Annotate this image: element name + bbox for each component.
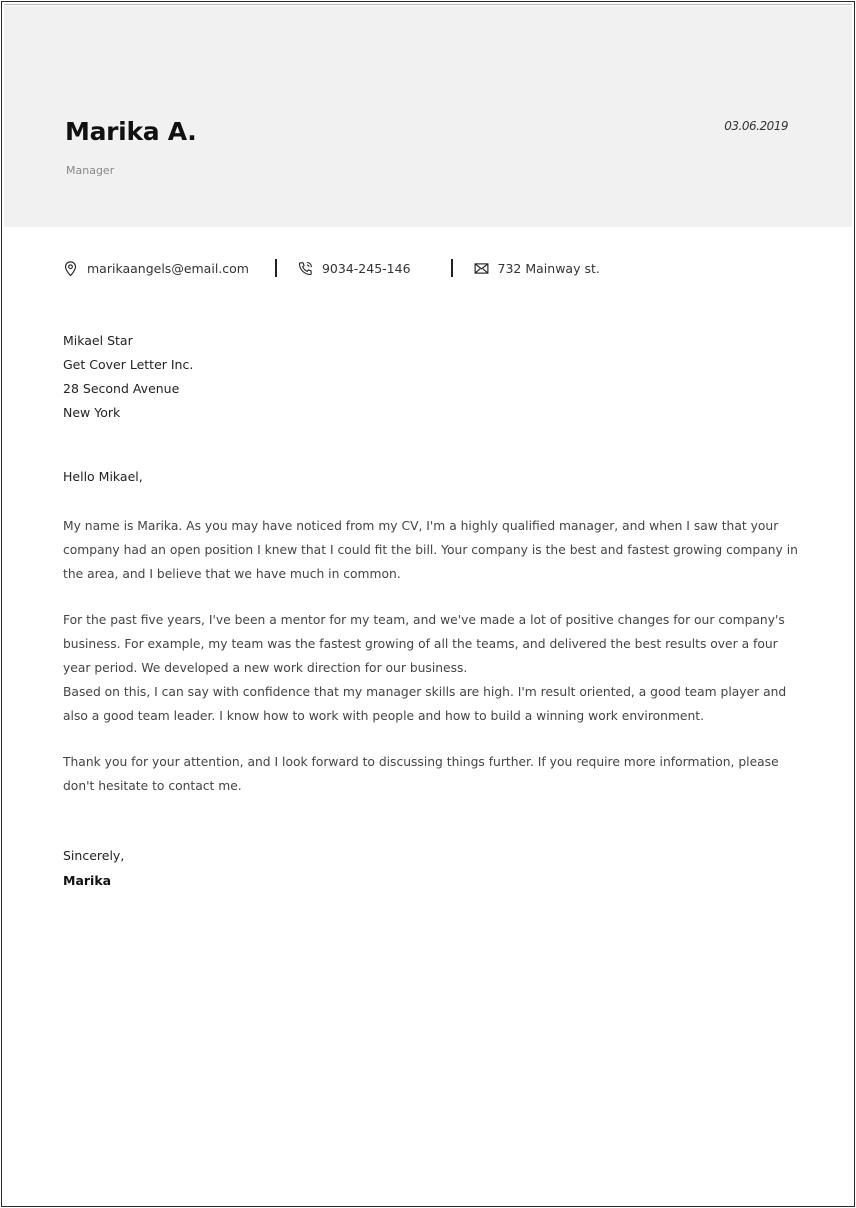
cover-letter-page bbox=[1, 1, 855, 1207]
recipient-city: New York bbox=[63, 405, 121, 420]
contact-email bbox=[62, 260, 249, 277]
phone-text: 9034-245-146 bbox=[321, 260, 411, 276]
closing-block bbox=[63, 843, 124, 893]
contact-phone bbox=[297, 260, 411, 277]
paragraph: Based on this, I can say with confidence that my manager skills are high. I'm result oriented, a good team player and also a good team leader. I know how to work with people and how to build a winning work environment. bbox=[63, 685, 787, 723]
paragraph: My name is Marika. As you may have noticed from my CV, I'm a highly qualified manager, and when I saw that your company had an open position I knew that I could fit the bill. Your company is the best and fastest growing company in the area, and I believe that we have much in common. bbox=[63, 519, 798, 581]
paragraph: For the past five years, I've been a mentor for my team, and we've made a lot of positive changes for our company's business. For example, my team was the fastest growing of all the teams, and delivered the best results over a four year period. We developed a new work direction for our business. bbox=[63, 613, 785, 675]
signature-name: Marika bbox=[63, 873, 112, 888]
location-pin-icon bbox=[62, 260, 79, 277]
recipient-company: Get Cover Letter Inc. bbox=[63, 357, 194, 372]
phone-icon bbox=[297, 260, 314, 277]
letter-body bbox=[63, 514, 798, 820]
contact-divider bbox=[275, 259, 277, 277]
greeting: Hello Mikael, bbox=[63, 469, 143, 484]
closing-phrase: Sincerely, bbox=[63, 848, 125, 863]
contact-divider bbox=[451, 259, 453, 277]
applicant-name: Marika A. bbox=[65, 117, 197, 146]
envelope-icon bbox=[473, 260, 490, 277]
letter-date: 03.06.2019 bbox=[724, 119, 788, 133]
top-rule bbox=[4, 4, 852, 5]
recipient-name: Mikael Star bbox=[63, 333, 133, 348]
contact-address bbox=[473, 260, 600, 277]
recipient-street: 28 Second Avenue bbox=[63, 381, 180, 396]
header-band bbox=[4, 6, 852, 227]
email-text: marikaangels@email.com bbox=[87, 260, 249, 276]
paragraph: Thank you for your attention, and I look forward to discussing things further. If you require more information, please don't hesitate to contact me. bbox=[63, 755, 779, 793]
address-text: 732 Mainway st. bbox=[497, 260, 600, 276]
recipient-block bbox=[63, 329, 193, 425]
applicant-role: Manager bbox=[66, 164, 115, 177]
contact-bar bbox=[62, 255, 600, 281]
